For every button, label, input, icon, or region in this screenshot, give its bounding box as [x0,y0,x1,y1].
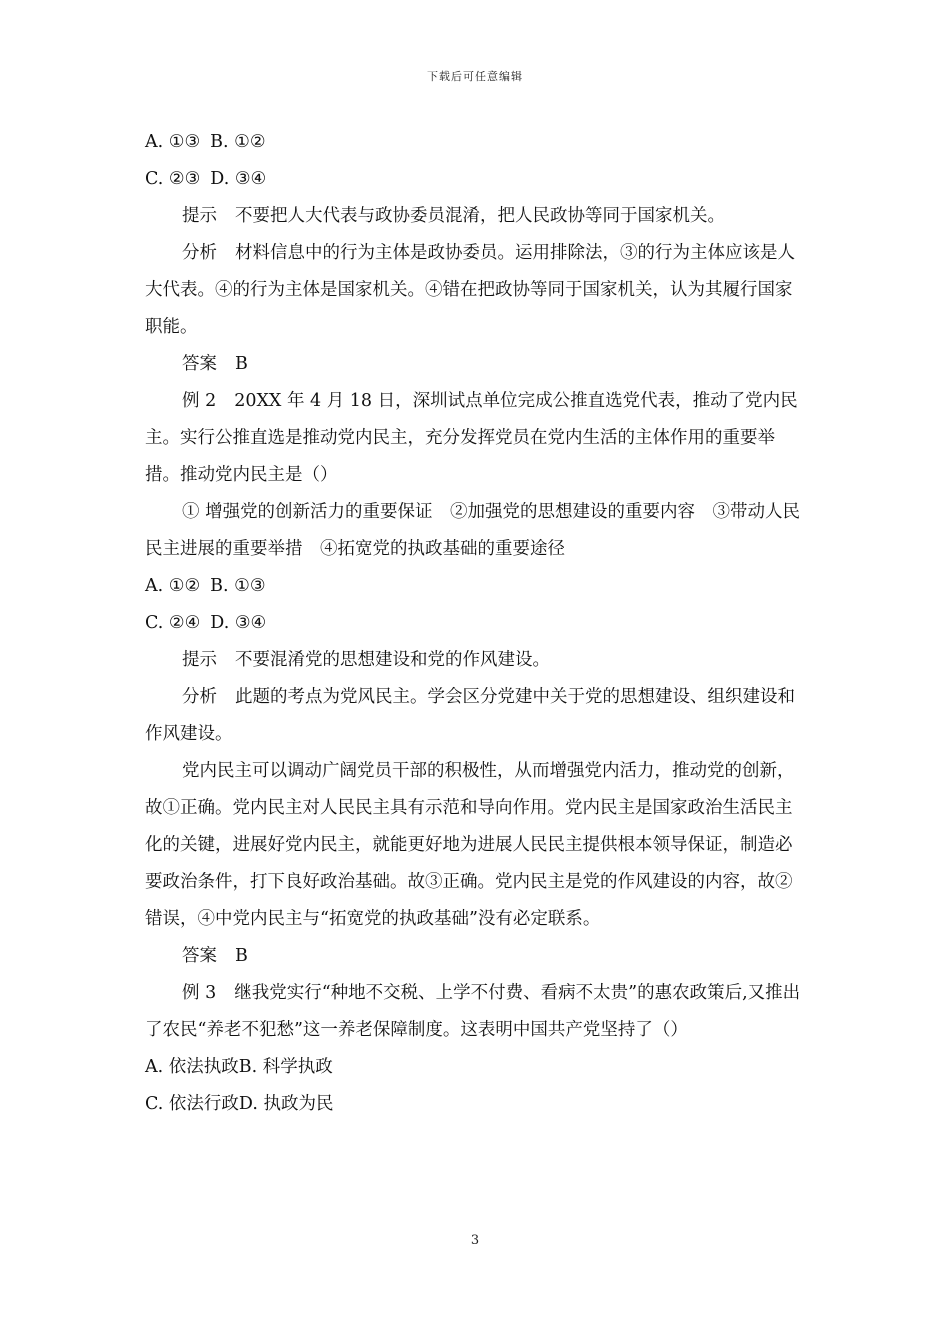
q1-answer-value: B [235,354,248,374]
q2-analysis-label: 分析 [182,687,217,707]
q3-options-row-1 [145,1049,807,1086]
q1-option-a: A. ①③ [145,132,201,152]
q1-analysis-label: 分析 [182,243,217,263]
q3-option-c: C. 依法行政 [145,1094,239,1114]
q2-label: 例 2 [182,391,217,411]
q1-hint [145,198,807,235]
q2-hint-text: 不要混淆党的思想建设和党的作风建设。 [235,650,550,670]
page-number: 3 [470,1233,480,1248]
q2-analysis [145,679,807,753]
q2-options-row-2 [145,605,807,642]
q2-explanation: 党内民主可以调动广阔党员干部的积极性，从而增强党内活力，推动党的创新，故①正确。党内民主对人民民主具有示范和导向作用。党内民主是国家政治生活民主化的关键，进展好党内民主，就能更好地为进展人民民主提供根本领导保证，制造必要政治条件，打下良好政治基础。故③正确。党内民主是党的作风建设的内容，故②错误，④中党内民主与“拓宽党的执政基础”没有必定联系。 [145,761,795,929]
q1-answer-label: 答案 [182,354,217,374]
q1-answer [145,346,807,383]
q2-analysis-text: 此题的考点为党风民主。学会区分党建中关于党的思想建设、组织建设和作风建设。 [145,687,795,744]
q3-stem [145,975,807,1049]
q2-stem-text: 20XX 年 4 月 18 日，深圳试点单位完成公推直选党代表，推动了党内民主。实行公推直选是推动党内民主，充分发挥党员在党内生活的主体作用的重要举措。推动党内民主是（） [145,391,798,485]
q3-stem-text: 继我党实行“种地不交税、上学不付费、看病不太贵”的惠农政策后,又推出了农民“养老不犯愁”这一养老保障制度。这表明中国共产党坚持了（） [145,983,801,1040]
q3-label: 例 3 [182,983,217,1003]
q1-option-b: B. ①② [210,132,266,152]
q1-option-d: D. ③④ [210,169,267,189]
q2-hint [145,642,807,679]
q3-options-row-2 [145,1086,807,1123]
q1-analysis [145,235,807,346]
q2-answer [145,938,807,975]
q1-option-c: C. ②③ [145,169,201,189]
q3-option-a: A. 依法执政 [145,1057,239,1077]
q1-options-row-1 [145,124,807,161]
q3-option-b: B. 科学执政 [238,1057,333,1077]
q3-option-d: D. 执政为民 [238,1094,334,1114]
q2-options-row-1 [145,568,807,605]
q2-option-d: D. ③④ [210,613,267,633]
q2-answer-value: B [235,946,248,966]
q1-analysis-text: 材料信息中的行为主体是政协委员。运用排除法，③的行为主体应该是人大代表。④的行为主体是国家机关。④错在把政协等同于国家机关，认为其履行国家职能。 [145,243,795,337]
q1-hint-label: 提示 [182,206,217,226]
q2-option-b: B. ①③ [210,576,266,596]
page-header: 下载后可任意编辑 [427,70,523,83]
q2-answer-label: 答案 [182,946,217,966]
document-body [145,124,807,1123]
q2-option-c: C. ②④ [145,613,201,633]
q2-stem [145,383,807,494]
q1-options-row-2 [145,161,807,198]
q2-option-a: A. ①② [145,576,201,596]
q2-items: ① 增强党的创新活力的重要保证 ②加强党的思想建设的重要内容 ③带动人民民主进展的重要举措 ④拓宽党的执政基础的重要途径 [145,502,801,559]
q1-hint-text: 不要把人大代表与政协委员混淆，把人民政协等同于国家机关。 [235,206,725,226]
q2-hint-label: 提示 [182,650,217,670]
